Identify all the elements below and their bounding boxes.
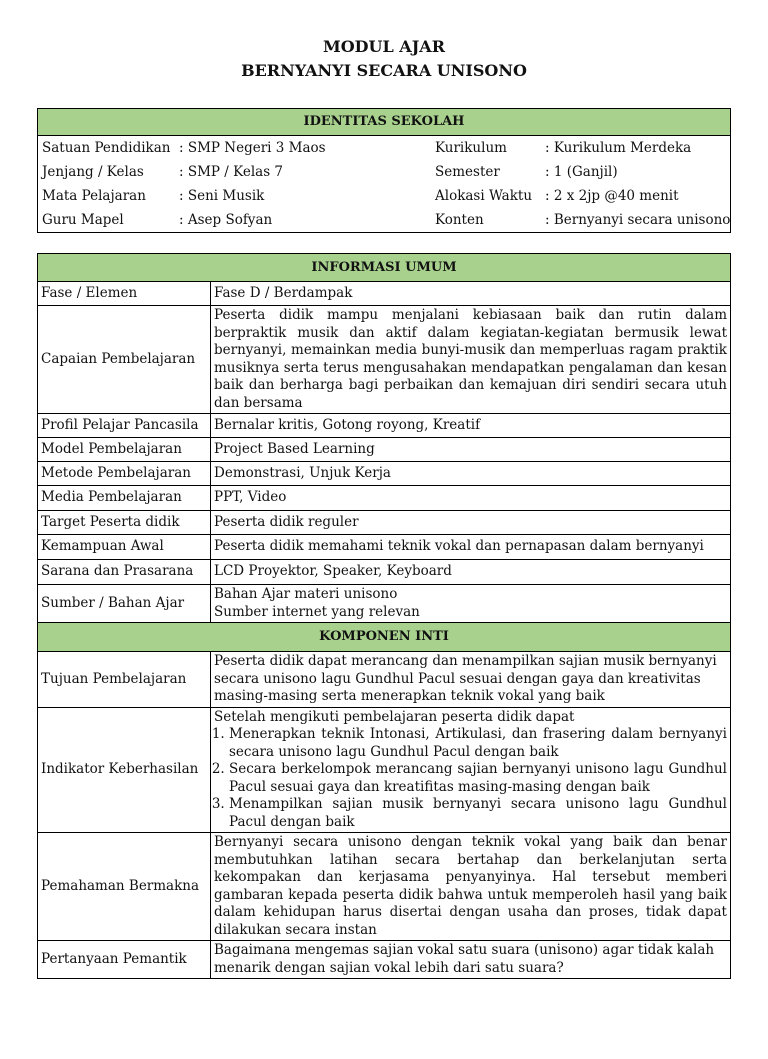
metode-label: Metode Pembelajaran bbox=[38, 462, 211, 486]
table-row bbox=[38, 414, 731, 438]
identitas-label: Satuan Pendidikan bbox=[42, 140, 171, 156]
identitas-row bbox=[38, 160, 730, 184]
document-title bbox=[0, 35, 768, 83]
sarana-label: Sarana dan Prasarana bbox=[38, 560, 211, 585]
fase-value: Fase D / Berdampak bbox=[211, 282, 731, 306]
kemampuan-label: Kemampuan Awal bbox=[38, 535, 211, 560]
capaian-value: Peserta didik mampu menjalani kebiasaan baik dan rutin dalam berpraktik musik dan aktif dalam kegiatan-kegiatan bermusik lewat bernyanyi, memainkan media bunyi-musik dan memperluas ragam praktik musiknya serta terus mengusahakan mendapatkan pengalaman dan kesan baik dan berharga bagi perbaikan dan kemajuan diri sendiri secara utuh dan bersama bbox=[211, 306, 731, 414]
identitas-label: Konten bbox=[435, 212, 484, 228]
informasi-header: INFORMASI UMUM bbox=[38, 254, 730, 281]
identitas-value: : 1 (Ganjil) bbox=[545, 164, 618, 180]
table-row bbox=[38, 511, 731, 535]
identitas-row bbox=[38, 136, 730, 160]
sumber-value bbox=[211, 585, 731, 623]
media-label: Media Pembelajaran bbox=[38, 486, 211, 511]
komponen-header: KOMPONEN INTI bbox=[38, 623, 730, 651]
sarana-value: LCD Proyektor, Speaker, Keyboard bbox=[211, 560, 731, 585]
table-row bbox=[38, 652, 731, 708]
sumber-value-line: Bahan Ajar materi unisono bbox=[214, 586, 398, 602]
table-row bbox=[38, 535, 731, 560]
identitas-table bbox=[38, 136, 730, 232]
identitas-header: IDENTITAS SEKOLAH bbox=[38, 109, 730, 136]
komponen-inti-section bbox=[37, 622, 731, 979]
indikator-list bbox=[214, 726, 727, 831]
identitas-label: Semester bbox=[435, 164, 500, 180]
informasi-table bbox=[37, 281, 731, 623]
table-row bbox=[38, 585, 731, 623]
model-label: Model Pembelajaran bbox=[38, 438, 211, 462]
informasi-umum-section bbox=[37, 253, 731, 623]
komponen-table bbox=[37, 651, 731, 979]
table-row bbox=[38, 462, 731, 486]
table-row bbox=[38, 282, 731, 306]
kemampuan-value: Peserta didik memahami teknik vokal dan pernapasan dalam bernyanyi bbox=[211, 535, 731, 560]
table-row bbox=[38, 707, 731, 833]
identitas-label: Guru Mapel bbox=[42, 212, 124, 228]
identitas-value: : 2 x 2jp @40 menit bbox=[545, 188, 679, 204]
module-title: MODUL AJAR bbox=[323, 37, 445, 56]
identitas-sekolah-section bbox=[37, 108, 731, 233]
identitas-label: Jenjang / Kelas bbox=[42, 164, 144, 180]
indikator-label: Indikator Keberhasilan bbox=[38, 707, 211, 833]
identitas-row bbox=[38, 208, 730, 232]
identitas-value: : Seni Musik bbox=[179, 188, 265, 204]
tujuan-label: Tujuan Pembelajaran bbox=[38, 652, 211, 708]
table-row bbox=[38, 560, 731, 585]
sumber-label: Sumber / Bahan Ajar bbox=[38, 585, 211, 623]
identitas-label: Alokasi Waktu bbox=[435, 188, 533, 204]
target-label: Target Peserta didik bbox=[38, 511, 211, 535]
capaian-label: Capaian Pembelajaran bbox=[38, 306, 211, 414]
identitas-value: : SMP Negeri 3 Maos bbox=[179, 140, 326, 156]
list-item: 3. Menampilkan sajian musik bernyanyi secara unisono lagu Gundhul Pacul dengan baik bbox=[229, 796, 727, 831]
tujuan-value: Peserta didik dapat merancang dan menampilkan sajian musik bernyanyi secara unisono lagu Gundhul Pacul sesuai dengan gaya dan kreativitas masing-masing serta menerapkan teknik vokal yang baik bbox=[211, 652, 731, 708]
module-subtitle: BERNYANYI SECARA UNISONO bbox=[241, 61, 527, 80]
table-row bbox=[38, 438, 731, 462]
list-item: 1. Menerapkan teknik Intonasi, Artikulasi, dan frasering dalam bernyanyi secara unisono lagu Gundhul Pacul dengan baik bbox=[229, 726, 727, 761]
pertanyaan-label: Pertanyaan Pemantik bbox=[38, 941, 211, 979]
pemahaman-label: Pemahaman Bermakna bbox=[38, 833, 211, 941]
model-value: Project Based Learning bbox=[211, 438, 731, 462]
list-item: 2. Secara berkelompok merancang sajian bernyanyi unisono lagu Gundhul Pacul sesuai gaya dan kreatifitas masing-masing dengan baik bbox=[229, 761, 727, 796]
fase-label: Fase / Elemen bbox=[38, 282, 211, 306]
identitas-label: Kurikulum bbox=[435, 140, 507, 156]
table-row bbox=[38, 486, 731, 511]
indikator-intro: Setelah mengikuti pembelajaran peserta didik dapat bbox=[214, 708, 575, 725]
media-value: PPT, Video bbox=[211, 486, 731, 511]
sumber-value-line: Sumber internet yang relevan bbox=[214, 603, 420, 620]
identitas-value: : SMP / Kelas 7 bbox=[179, 164, 284, 180]
pertanyaan-value: Bagaimana mengemas sajian vokal satu suara (unisono) agar tidak kalah menarik dengan sajian vokal lebih dari satu suara? bbox=[211, 941, 731, 979]
table-row bbox=[38, 306, 731, 414]
indikator-value bbox=[211, 707, 731, 833]
pemahaman-value: Bernyanyi secara unisono dengan teknik vokal yang baik dan benar membutuhkan latihan secara bertahap dan berkelanjutan serta kekompakan dan kerjasama penyanyinya. Hal tersebut memberi gambaran kepada peserta didik bahwa untuk memperoleh hasil yang baik dalam kehidupan harus disertai dengan usaha dan proses, tidak dapat dilakukan secara instan bbox=[211, 833, 731, 941]
identitas-value: : Kurikulum Merdeka bbox=[545, 140, 692, 156]
target-value: Peserta didik reguler bbox=[211, 511, 731, 535]
identitas-row bbox=[38, 184, 730, 208]
identitas-label: Mata Pelajaran bbox=[42, 188, 146, 204]
profil-value: Bernalar kritis, Gotong royong, Kreatif bbox=[211, 414, 731, 438]
profil-label: Profil Pelajar Pancasila bbox=[38, 414, 211, 438]
metode-value: Demonstrasi, Unjuk Kerja bbox=[211, 462, 731, 486]
table-row bbox=[38, 941, 731, 979]
identitas-value: : Asep Sofyan bbox=[179, 212, 273, 228]
identitas-value: : Bernyanyi secara unisono bbox=[545, 212, 731, 228]
table-row bbox=[38, 833, 731, 941]
